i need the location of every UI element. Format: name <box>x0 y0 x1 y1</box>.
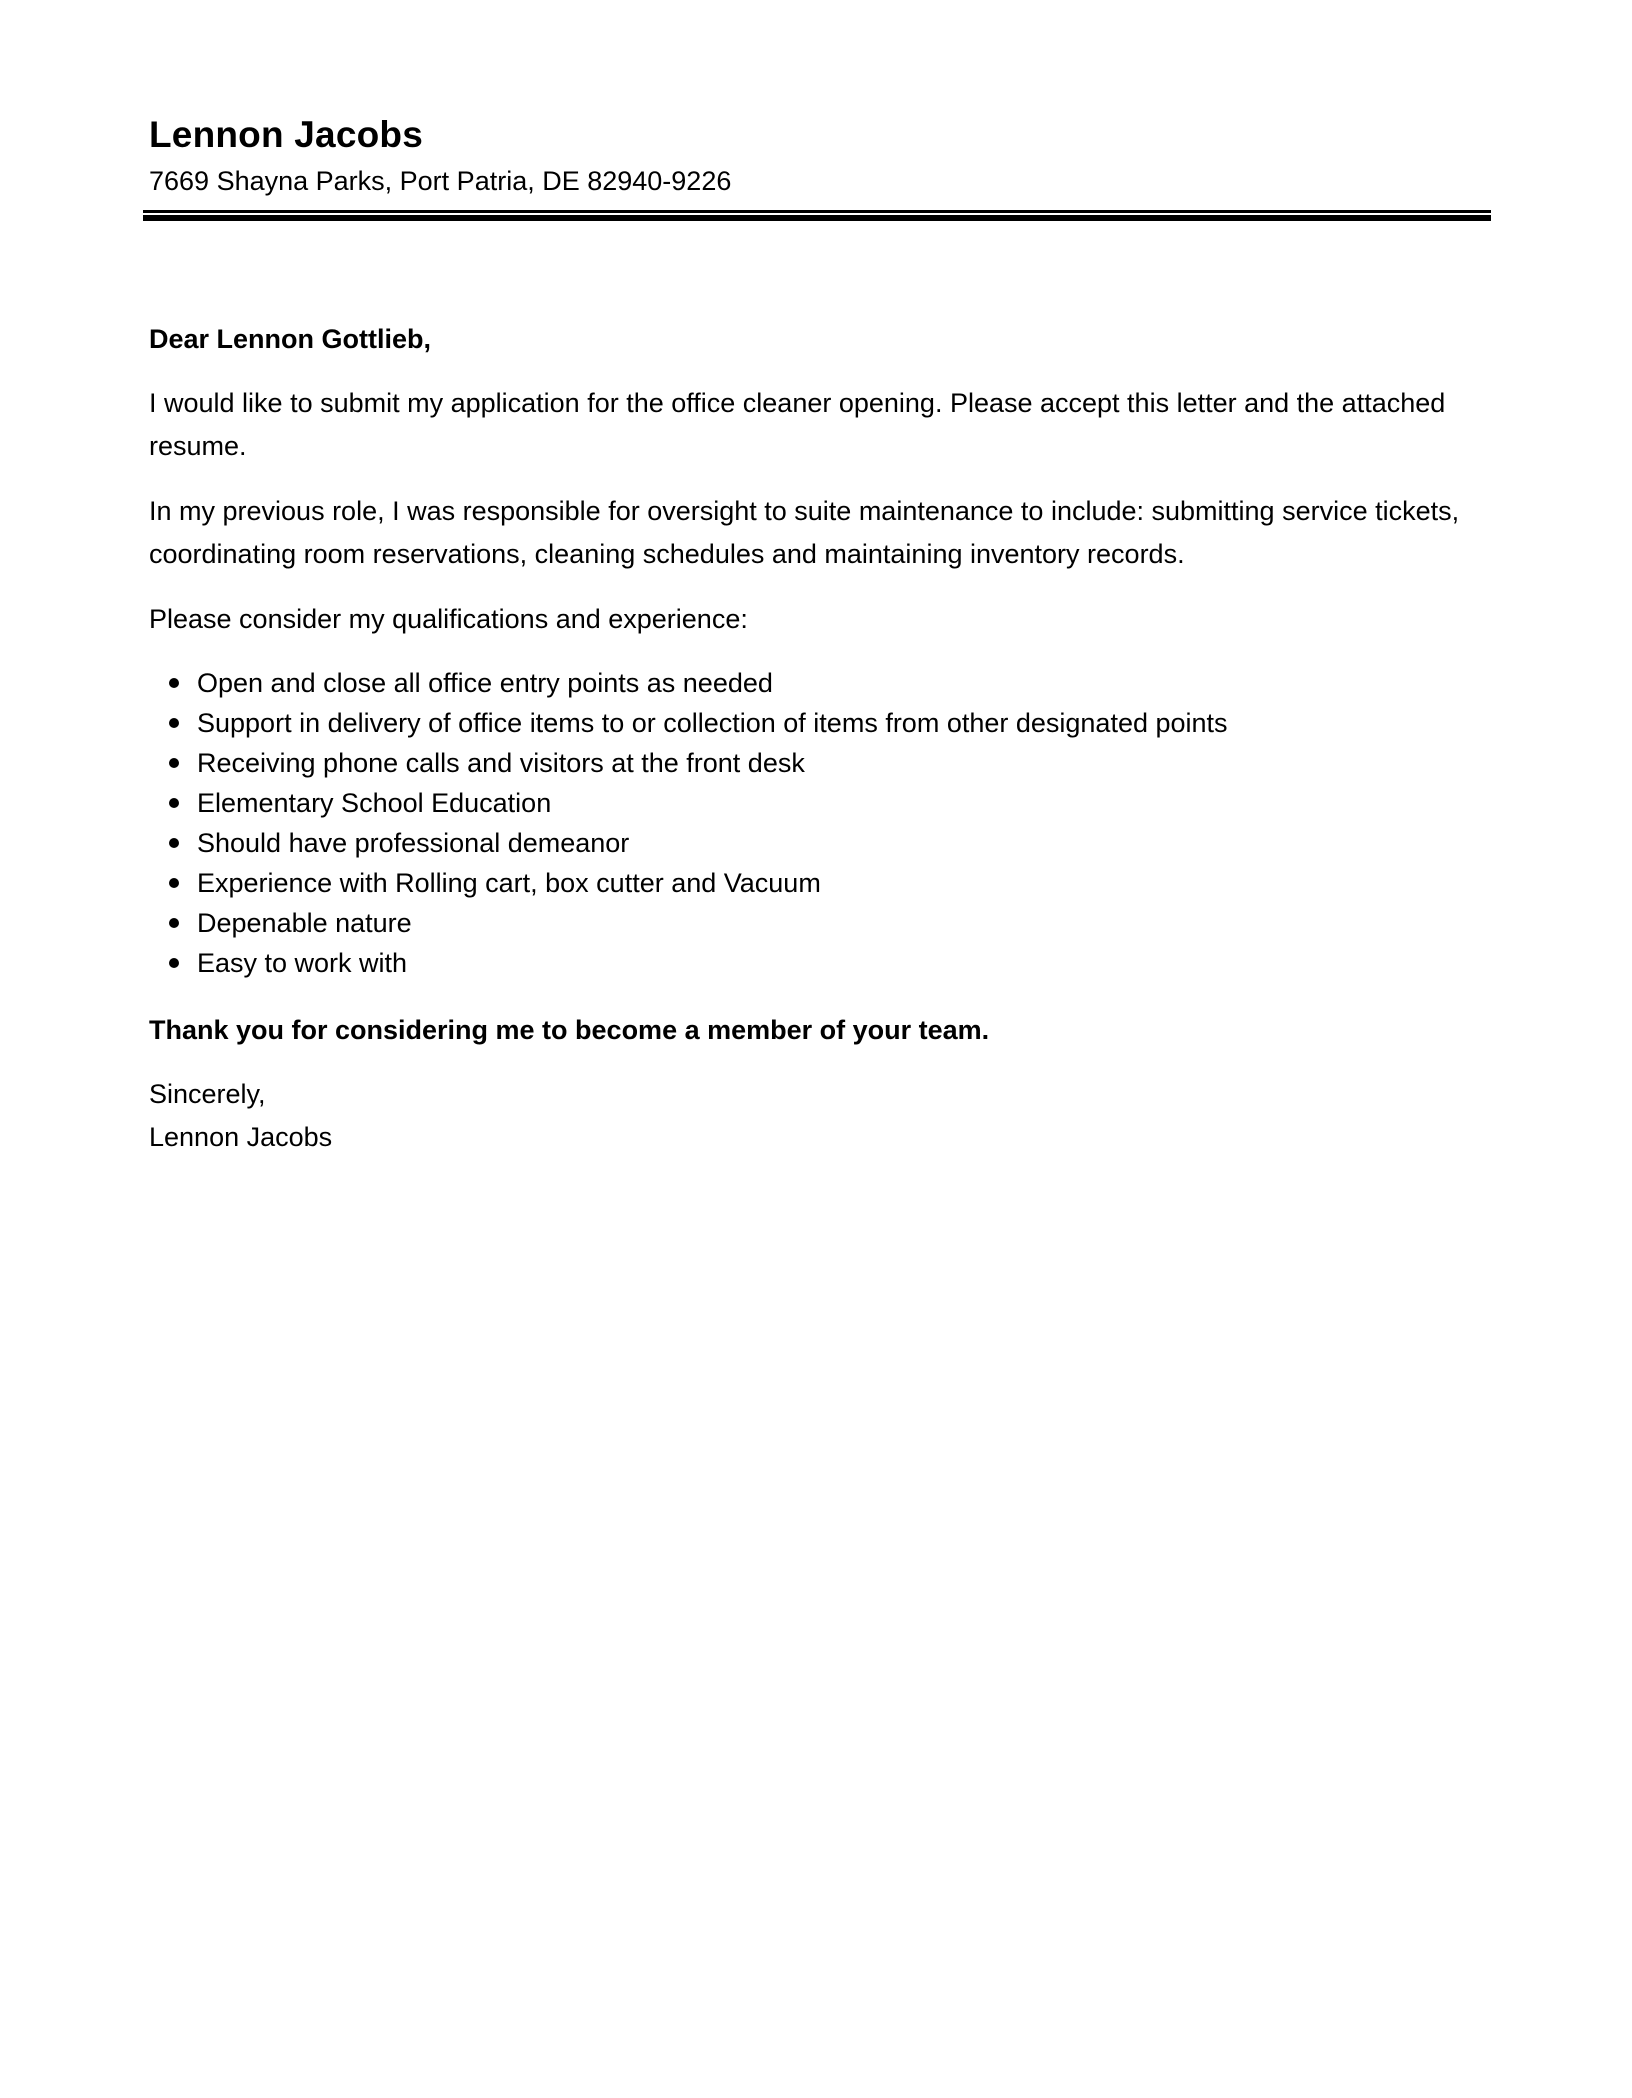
list-item-text: Should have professional demeanor <box>197 828 630 858</box>
header-divider <box>143 210 1491 222</box>
list-item-text: Easy to work with <box>197 948 408 978</box>
closing-statement: Thank you for considering me to become a member of your team. <box>149 1015 990 1045</box>
list-item <box>149 863 1489 903</box>
list-item-text: Depenable nature <box>197 908 412 938</box>
list-item-text: Elementary School Education <box>197 788 552 818</box>
bullet-icon <box>169 758 179 768</box>
bullet-icon <box>169 918 179 928</box>
signature-name: Lennon Jacobs <box>149 1122 333 1152</box>
list-item <box>149 943 1489 983</box>
list-item <box>149 783 1489 823</box>
letter-body <box>149 318 1489 1159</box>
bullet-icon <box>169 878 179 888</box>
bullet-icon <box>169 958 179 968</box>
bullet-icon <box>169 718 179 728</box>
list-item-text: Experience with Rolling cart, box cutter and Vacuum <box>197 868 821 898</box>
list-item-text: Open and close all office entry points as needed <box>197 668 773 698</box>
list-item <box>149 743 1489 783</box>
salutation: Dear Lennon Gottlieb, <box>149 324 432 354</box>
list-item <box>149 663 1489 703</box>
bullet-icon <box>169 678 179 688</box>
list-item <box>149 823 1489 863</box>
list-item-text: Support in delivery of office items to or collection of items from other designated points <box>197 708 1228 738</box>
list-item <box>149 903 1489 943</box>
qualifications-list <box>149 663 1489 983</box>
paragraph-intro: I would like to submit my application for the office cleaner opening. Please accept this letter and the attached resume. <box>149 388 1446 461</box>
paragraph-qualifications-lead: Please consider my qualifications and experience: <box>149 604 748 634</box>
list-item-text: Receiving phone calls and visitors at the front desk <box>197 748 805 778</box>
bullet-icon <box>169 838 179 848</box>
list-item <box>149 703 1489 743</box>
header-divider-thin-line <box>143 210 1491 213</box>
paragraph-previous-role: In my previous role, I was responsible for oversight to suite maintenance to include: submitting service tickets, coordinating room reservations, cleaning schedules and maintaining inventory records. <box>149 496 1460 569</box>
letter-header <box>149 108 1489 200</box>
bullet-icon <box>169 798 179 808</box>
sender-name: Lennon Jacobs <box>149 114 423 155</box>
header-divider-thick-line <box>143 215 1491 221</box>
sender-address: 7669 Shayna Parks, Port Patria, DE 82940-9226 <box>149 166 732 196</box>
signoff: Sincerely, <box>149 1079 266 1109</box>
